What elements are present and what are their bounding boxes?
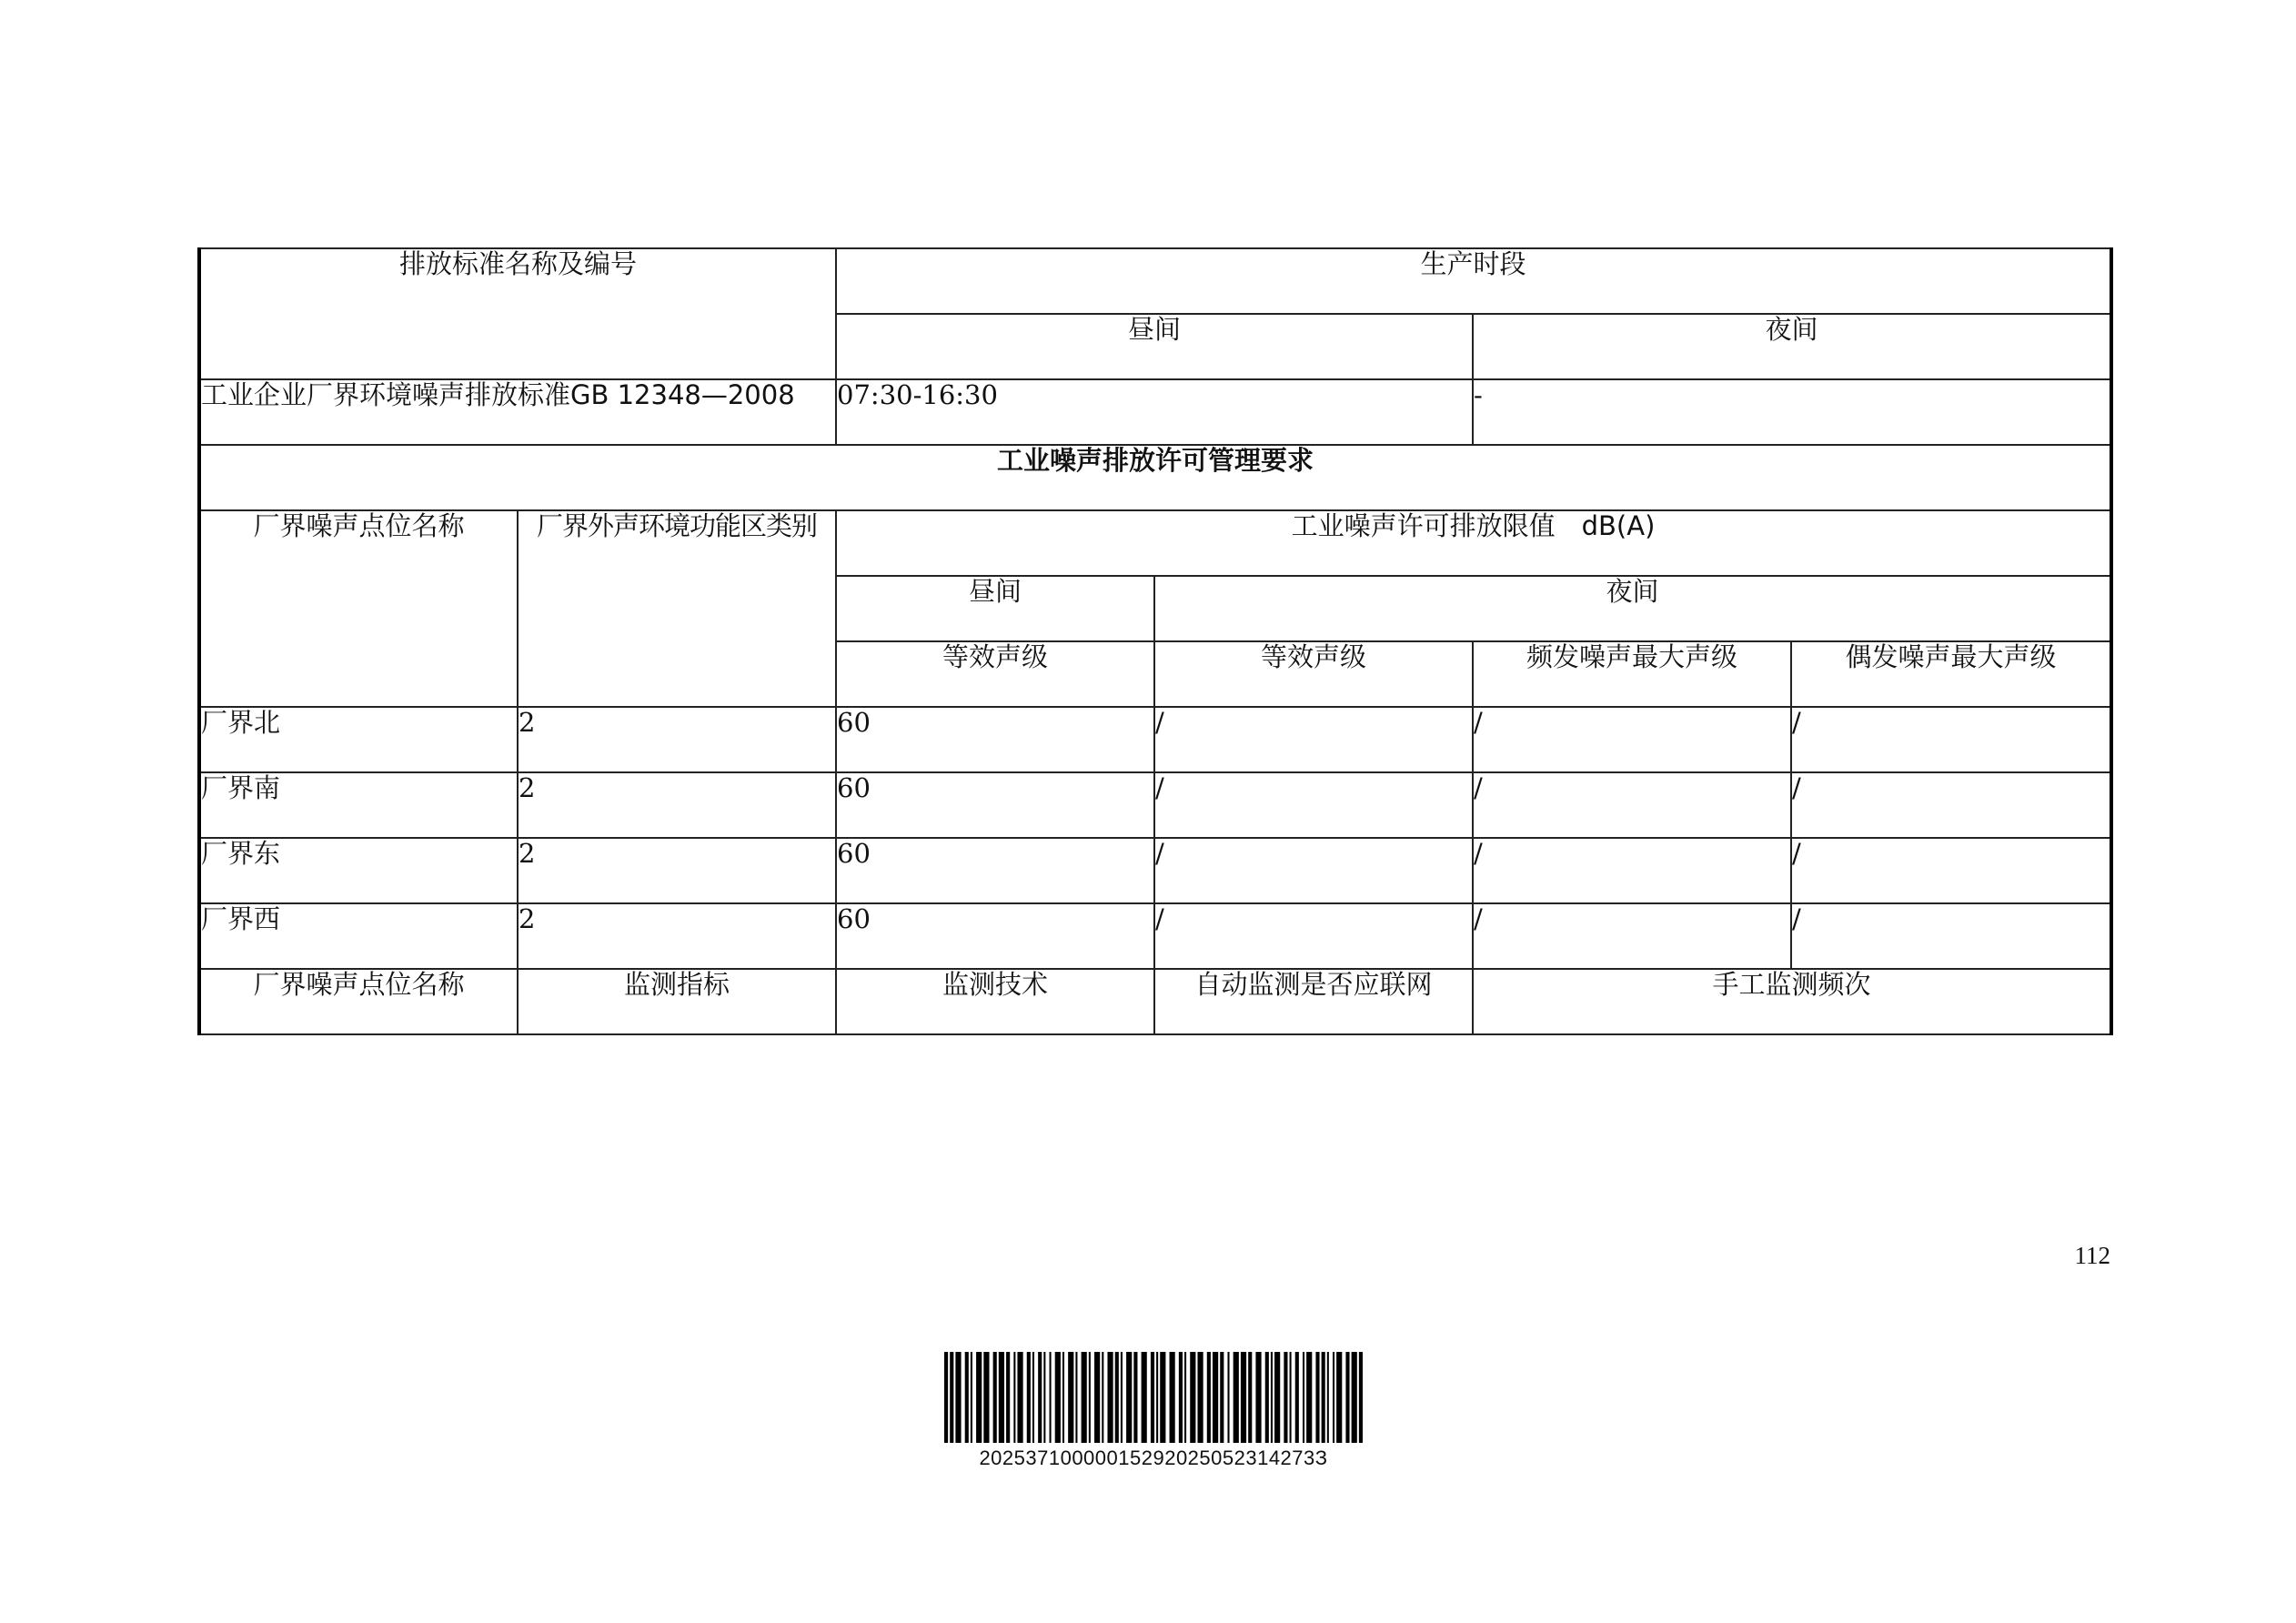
barcode-bar [1032,1352,1034,1443]
barcode-bar [1043,1352,1045,1443]
frequent-max-cell: / [1473,838,1791,903]
standard-name-header: 排放标准名称及编号 [199,248,836,379]
barcode-bars [944,1352,1363,1443]
barcode-bar [1248,1352,1252,1443]
point-name-cell: 厂界东 [199,838,518,903]
barcode-bar [955,1352,961,1443]
barcode-bar [944,1352,948,1443]
barcode-bar [1333,1352,1334,1443]
night-equivalent-cell: / [1154,838,1473,903]
barcode-bar [950,1352,953,1443]
barcode-number: 20253710000015292025052314273З [979,1447,1328,1469]
section-title: 工业噪声排放许可管理要求 [199,445,2111,510]
monitor-indicator-header: 监测指标 [518,969,836,1034]
barcode-bar [1271,1352,1273,1443]
barcode-bar [1303,1352,1304,1443]
daytime-header: 昼间 [836,314,1473,379]
barcode-bar [1274,1352,1280,1443]
point-name-header: 厂界噪声点位名称 [199,510,518,707]
barcode-bar [1336,1352,1342,1443]
barcode-bar [1345,1352,1349,1443]
night-equivalent-level-header: 等效声级 [1154,641,1473,707]
occasional-max-cell: / [1791,903,2111,969]
manual-monitor-frequency-header: 手工监测频次 [1473,969,2111,1034]
barcode-bar [1142,1352,1147,1443]
barcode-bar [1160,1352,1165,1443]
point-name-cell: 厂界北 [199,707,518,772]
page-number: 112 [2074,1242,2110,1269]
occasional-max-cell: / [1791,772,2111,838]
day-equivalent-cell: 60 [836,707,1154,772]
barcode-bar [1234,1352,1239,1443]
barcode-bar [1327,1352,1329,1443]
barcode-bar [1190,1352,1195,1443]
barcode-bar [1352,1352,1357,1443]
zone-class-cell: 2 [518,903,836,969]
day-equivalent-level-header: 等效声级 [836,641,1154,707]
barcode-bar [1213,1352,1218,1443]
barcode-bar [1107,1352,1113,1443]
barcode-bar [1082,1352,1087,1443]
occasional-max-level-header: 偶发噪声最大声级 [1791,641,2111,707]
table-row [199,903,2111,969]
barcode-bar [1315,1352,1319,1443]
barcode-bar [1306,1352,1312,1443]
barcode-bar [1207,1352,1211,1443]
barcode-bar [1027,1352,1031,1443]
night-equivalent-cell: / [1154,903,1473,969]
monitor-technique-header: 监测技术 [836,969,1154,1034]
barcode-bar [1295,1352,1299,1443]
night-equivalent-cell: / [1154,772,1473,838]
barcode-bar [1089,1352,1091,1443]
barcode-bar [1227,1352,1229,1443]
barcode-bar [1121,1352,1123,1443]
point-name-cell: 厂界南 [199,772,518,838]
barcode-bar [1055,1352,1061,1443]
barcode-bar [1179,1352,1183,1443]
barcode-bar [1133,1352,1137,1443]
zone-class-cell: 2 [518,838,836,903]
limit-title-header: 工业噪声许可排放限值 dB(A) [836,510,2111,576]
table-row [199,772,2111,838]
barcode-bar [1241,1352,1246,1443]
barcode-bar [1284,1352,1287,1443]
frequent-max-cell: / [1473,903,1791,969]
barcode-bar [976,1352,982,1443]
frequent-max-level-header: 频发噪声最大声级 [1473,641,1791,707]
barcode-bar [1062,1352,1064,1443]
frequent-max-cell: / [1473,772,1791,838]
barcode-bar [965,1352,969,1443]
occasional-max-cell: / [1791,707,2111,772]
zone-class-cell: 2 [518,707,836,772]
barcode-bar [1050,1352,1052,1443]
zone-class-header: 厂界外声环境功能区类别 [518,510,836,707]
occasional-max-cell: / [1791,838,2111,903]
nighttime-hours-cell: - [1473,379,2111,445]
barcode-bar [999,1352,1004,1443]
limit-night-header: 夜间 [1154,576,2111,641]
table-row [199,707,2111,772]
limit-day-header: 昼间 [836,576,1154,641]
barcode-bar [971,1352,972,1443]
barcode [944,1352,1363,1468]
noise-permit-table [197,247,2113,1035]
barcode-bar [1094,1352,1100,1443]
barcode-bar [1156,1352,1158,1443]
barcode-bar [1038,1352,1042,1443]
barcode-bar [1322,1352,1325,1443]
barcode-bar [1255,1352,1261,1443]
barcode-bar [1075,1352,1077,1443]
auto-monitor-network-header: 自动监测是否应联网 [1154,969,1473,1034]
barcode-bar [1068,1352,1073,1443]
barcode-bar [983,1352,989,1443]
barcode-bar [1151,1352,1154,1443]
barcode-bar [1126,1352,1132,1443]
barcode-bar [1170,1352,1175,1443]
daytime-hours-cell: 07:30-16:30 [836,379,1473,445]
standard-name-cell: 工业企业厂界环境噪声排放标准GB 12348—2008 [199,379,836,445]
day-equivalent-cell: 60 [836,903,1154,969]
barcode-bar [1006,1352,1010,1443]
barcode-bar [1290,1352,1292,1443]
barcode-bar [1359,1352,1363,1443]
barcode-bar [1265,1352,1269,1443]
barcode-bar [1220,1352,1224,1443]
night-equivalent-cell: / [1154,707,1473,772]
barcode-bar [1017,1352,1022,1443]
nighttime-header: 夜间 [1473,314,2111,379]
zone-class-cell: 2 [518,772,836,838]
production-period-header: 生产时段 [836,248,2111,314]
barcode-bar [993,1352,997,1443]
barcode-bar [1115,1352,1119,1443]
point-name-cell: 厂界西 [199,903,518,969]
table-row [199,838,2111,903]
frequent-max-cell: / [1473,707,1791,772]
barcode-bar [1102,1352,1103,1443]
monitor-point-name-header: 厂界噪声点位名称 [199,969,518,1034]
day-equivalent-cell: 60 [836,772,1154,838]
barcode-bar [1184,1352,1186,1443]
barcode-bar [1197,1352,1203,1443]
barcode-bar [1013,1352,1015,1443]
day-equivalent-cell: 60 [836,838,1154,903]
